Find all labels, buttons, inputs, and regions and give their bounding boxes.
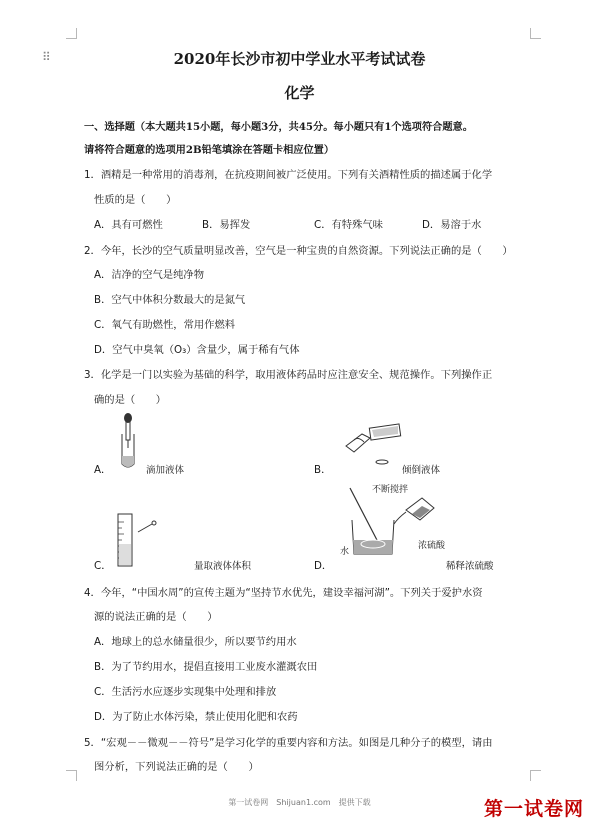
q4-option-c: C．生活污水应逐步实现集中处理和排放 xyxy=(94,686,277,698)
q4-stem-cont: 源的说法正确的是（ ） xyxy=(94,611,218,623)
q2-option-c: C．氧气有助燃性，常用作燃料 xyxy=(94,319,236,331)
q1-stem-cont: 性质的是（ ） xyxy=(94,194,177,206)
q4-stem: 4．今年，“中国水周”的宣传主题为“坚持节水优先，建设幸福河湖”。下列关于爱护水资 xyxy=(84,587,483,599)
q4-option-d: D．为了防止水体污染，禁止使用化肥和农药 xyxy=(94,711,298,723)
graduated-cylinder-figure xyxy=(108,510,168,570)
q3-option-c-letter: C． xyxy=(94,560,112,572)
q2-option-a: A．洁净的空气是纯净物 xyxy=(94,269,205,281)
q2-option-d: D．空气中臭氧（O₃）含量少，属于稀有气体 xyxy=(94,344,300,356)
q5-stem-cont: 图分析，下列说法正确的是（ ） xyxy=(94,761,259,773)
q3-option-d-letter: D． xyxy=(314,560,333,572)
q1-option-c: C．有特殊气味 xyxy=(314,219,383,231)
watermark-logo: 第一试卷网 xyxy=(484,798,585,820)
subject-title: 化学 xyxy=(284,84,315,102)
page-corner-mark xyxy=(530,28,541,39)
q3-option-a-label: 滴加液体 xyxy=(146,465,185,476)
q3-d-water-label: 水 xyxy=(340,547,350,557)
q3-stem: 3．化学是一门以实验为基础的科学，取用液体药品时应注意安全、规范操作。下列操作正 xyxy=(84,369,493,381)
q5-stem: 5．“宏观－－微观－－符号”是学习化学的重要内容和方法。如图是几种分子的模型，请由 xyxy=(84,737,493,749)
page-corner-mark xyxy=(66,770,77,781)
q2-option-b: B．空气中体积分数最大的是氮气 xyxy=(94,294,246,306)
q3-d-acid-label: 浓硫酸 xyxy=(418,541,446,551)
q3-option-d-label: 稀释浓硫酸 xyxy=(446,561,494,572)
drag-handle-icon[interactable]: ⠿ xyxy=(42,50,52,64)
q2-stem: 2．今年，长沙的空气质量明显改善，空气是一种宝贵的自然资源。下列说法正确的是（ ） xyxy=(84,245,513,257)
q1-option-b: B．易挥发 xyxy=(202,219,251,231)
q3-option-b-label: 倾倒液体 xyxy=(402,465,441,476)
q1-option-a: A．具有可燃性 xyxy=(94,219,163,231)
q1-stem: 1．酒精是一种常用的消毒剂，在抗疫期间被广泛使用。下列有关酒精性质的描述属于化学 xyxy=(84,169,493,181)
q3-d-stir-label: 不断搅拌 xyxy=(372,485,409,495)
q4-option-a: A．地球上的总水储量很少，所以要节约用水 xyxy=(94,636,297,648)
q3-option-a-letter: A． xyxy=(94,464,112,476)
q3-stem-cont: 确的是（ ） xyxy=(94,394,167,406)
section-heading-cont: 请将符合题意的选项用2B铅笔填涂在答题卡相应位置） xyxy=(84,144,335,156)
q3-option-c-label: 量取液体体积 xyxy=(194,561,252,572)
page-footer: 第一试卷网 Shijuan1.com 提供下载 xyxy=(228,798,371,807)
section-heading: 一、选择题（本大题共15小题，每小题3分，共45分。每小题只有1个选项符合题意。 xyxy=(84,121,473,133)
q1-option-d: D．易溶于水 xyxy=(422,219,482,231)
page-corner-mark xyxy=(66,28,77,39)
exam-title: 2020年长沙市初中学业水平考试试卷 xyxy=(173,50,426,68)
q4-option-b: B．为了节约用水，提倡直接用工业废水灌溉农田 xyxy=(94,661,318,673)
q3-option-b-letter: B． xyxy=(314,464,332,476)
pouring-liquid-figure xyxy=(340,412,410,467)
page-corner-mark xyxy=(530,770,541,781)
